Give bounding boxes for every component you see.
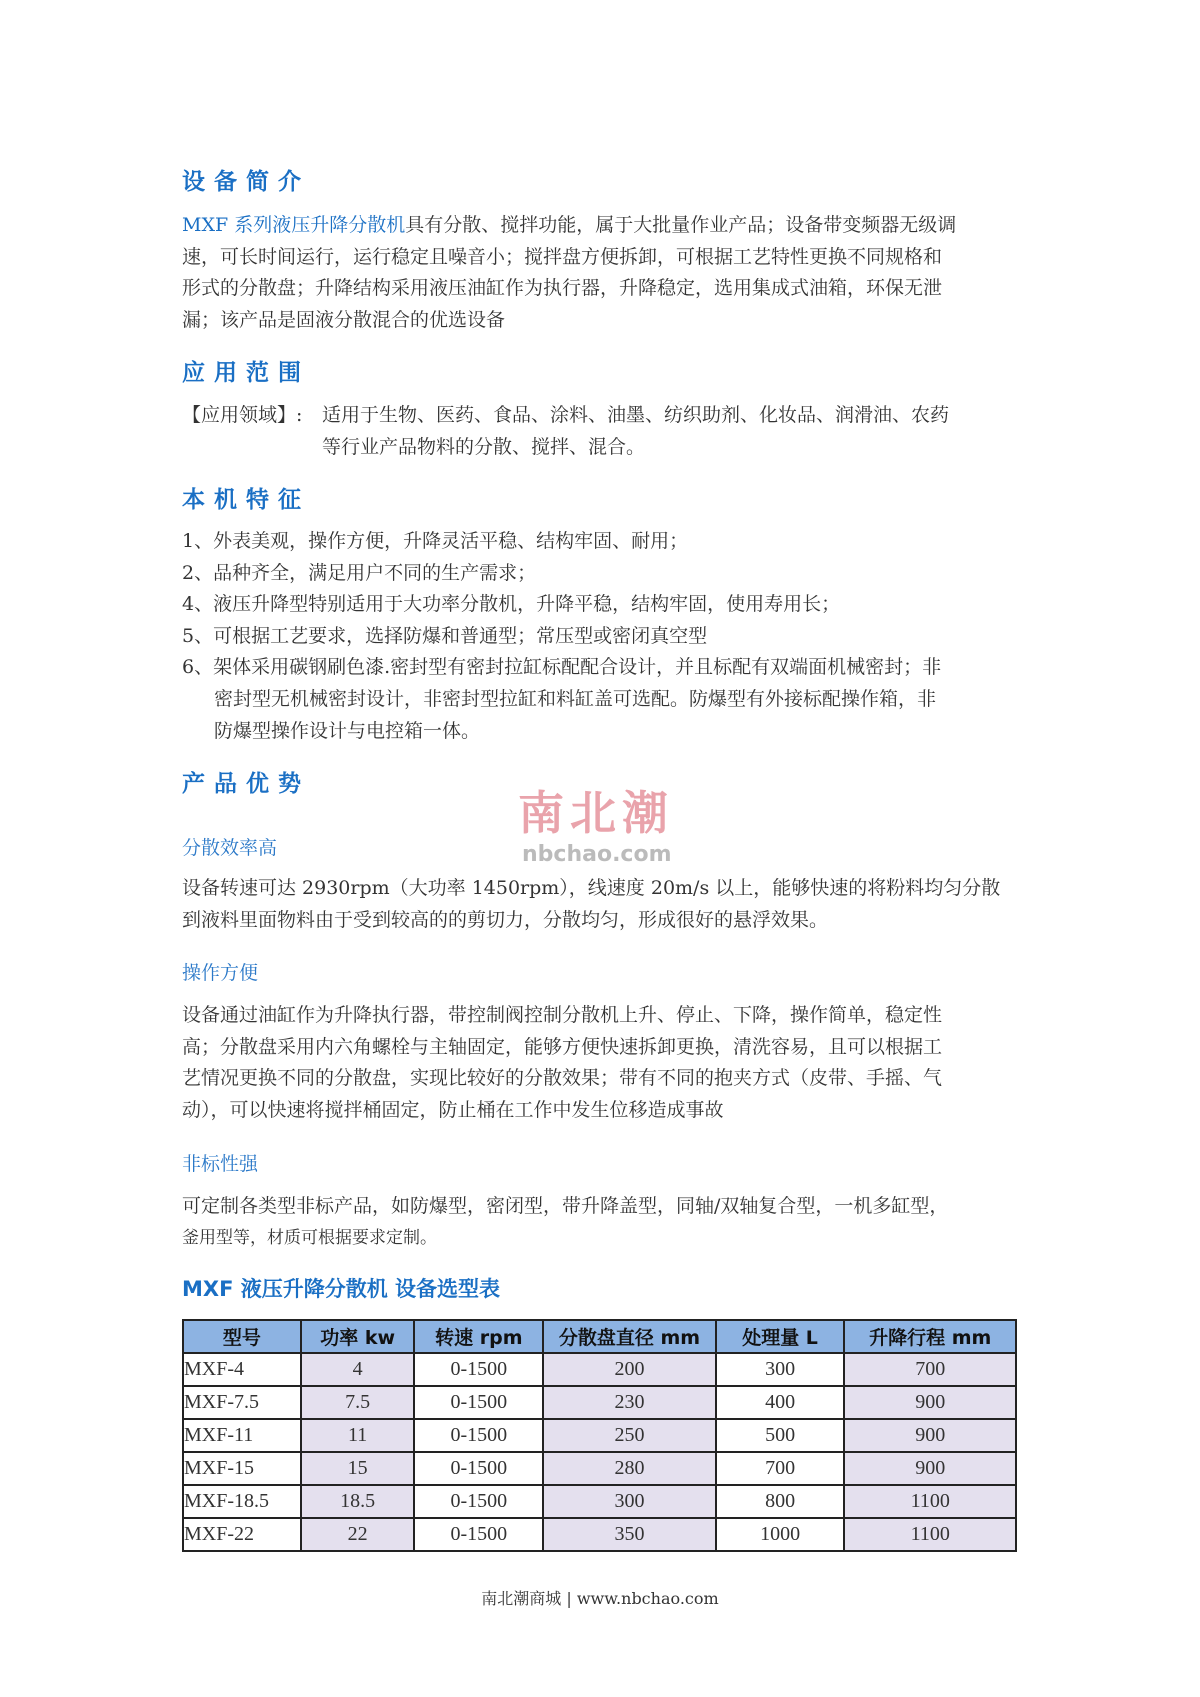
text-line: 设备通过油缸作为升降执行器，带控制阀控制分散机上升、停止、下降，操作简单，稳定性: [182, 1004, 943, 1026]
list-item: 5、可根据工艺要求，选择防爆和普通型；常压型或密闭真空型: [182, 624, 708, 647]
table-cell: 230: [543, 1386, 716, 1419]
table-row: [183, 1485, 1016, 1518]
advantage-paragraph: [182, 1191, 1025, 1254]
text-line: 到液料里面物料由于受到较高的的剪切力，分散均匀，形成很好的悬浮效果。: [182, 908, 829, 931]
text-line: 釜用型等，材质可根据要求定制。: [182, 1227, 437, 1248]
table-cell: MXF-7.5: [183, 1386, 301, 1419]
table-cell: MXF-11: [183, 1419, 301, 1452]
table-cell: 300: [543, 1485, 716, 1518]
list-item: 1、外表美观，操作方便，升降灵活平稳、结构牢固、耐用；: [182, 530, 689, 552]
table-cell: 200: [543, 1353, 716, 1386]
table-cell: 18.5: [301, 1485, 415, 1518]
text-line: 适用于生物、医药、食品、涂料、油墨、纺织助剂、化妆品、润滑油、农药: [322, 404, 950, 426]
text-line: 等行业产品物料的分散、搅拌、混合。: [322, 435, 646, 458]
table-cell: 0-1500: [414, 1518, 543, 1551]
table-row: [183, 1419, 1016, 1452]
section-title-intro: 设备简介: [182, 169, 310, 195]
table-cell: 700: [716, 1452, 845, 1485]
table-cell: 400: [716, 1386, 845, 1419]
column-header: 处理量 L: [716, 1320, 845, 1353]
list-item-continued: 密封型无机械密封设计，非密封型拉缸和料缸盖可选配。防爆型有外接标配操作箱，非: [214, 687, 937, 710]
text-line: 具有分散、搅拌功能，属于大批量作业产品；设备带变频器无级调: [405, 214, 957, 236]
table-cell: MXF-18.5: [183, 1485, 301, 1518]
column-header: 转速 rpm: [414, 1320, 543, 1353]
table-row: [183, 1386, 1016, 1419]
table-cell: 0-1500: [414, 1485, 543, 1518]
table-cell: 1100: [844, 1518, 1016, 1551]
application-label: 【应用领域】:: [182, 404, 303, 426]
watermark-logo: 南北潮: [518, 786, 674, 840]
text-line: 速，可长时间运行，运行稳定且噪音小；搅拌盘方便拆卸，可根据工艺特性更换不同规格和: [182, 245, 943, 268]
text-line: 高；分散盘采用内六角螺栓与主轴固定，能够方便快速拆卸更换，清洗容易，且可以根据工: [182, 1035, 943, 1058]
section-title-advantages: 产品优势: [182, 771, 310, 797]
features-list: [182, 526, 1025, 747]
table-cell: 11: [301, 1419, 415, 1452]
footer: 南北潮商城 | www.nbchao.com: [481, 1589, 719, 1608]
table-cell: 700: [844, 1353, 1016, 1386]
table-cell: 0-1500: [414, 1452, 543, 1485]
table-cell: 500: [716, 1419, 845, 1452]
text-line: 动），可以快速将搅拌桶固定，防止桶在工作中发生位移造成事故: [182, 1098, 724, 1121]
table-row: [183, 1518, 1016, 1551]
table-cell: 300: [716, 1353, 845, 1386]
list-item: 2、品种齐全，满足用户不同的生产需求；: [182, 561, 537, 584]
table-row: [183, 1452, 1016, 1485]
table-cell: 7.5: [301, 1386, 415, 1419]
advantage-paragraph: [182, 873, 1025, 936]
product-name: MXF 系列液压升降分散机: [182, 214, 406, 236]
table-cell: 1100: [844, 1485, 1016, 1518]
list-item: 4、液压升降型特别适用于大功率分散机，升降平稳，结构牢固，使用寿用长；: [182, 593, 841, 616]
table-cell: 0-1500: [414, 1386, 543, 1419]
section-title-application: 应用范围: [182, 360, 310, 386]
section-title-features: 本机特征: [182, 487, 310, 513]
list-item: 6、架体采用碳钢刷色漆.密封型有密封拉缸标配配合设计，并且标配有双端面机械密封；非: [182, 656, 942, 679]
text-line: 可定制各类型非标产品，如防爆型，密闭型，带升降盖型，同轴/双轴复合型，一机多缸型，: [182, 1195, 949, 1217]
table-cell: 15: [301, 1452, 415, 1485]
advantage-subtitle: 分散效率高: [182, 837, 278, 859]
table-header-row: [183, 1320, 1016, 1353]
table-cell: 22: [301, 1518, 415, 1551]
table-row: [183, 1353, 1016, 1386]
application-paragraph: [182, 400, 949, 463]
table-cell: MXF-4: [183, 1353, 301, 1386]
table-cell: 1000: [716, 1518, 845, 1551]
column-header: 分散盘直径 mm: [543, 1320, 716, 1353]
table-cell: MXF-22: [183, 1518, 301, 1551]
watermark-domain: nbchao.com: [522, 842, 672, 867]
text-line: 形式的分散盘；升降结构采用液压油缸作为执行器，升降稳定，选用集成式油箱，环保无泄: [182, 277, 943, 300]
column-header: 功率 kw: [301, 1320, 415, 1353]
table-cell: 900: [844, 1386, 1016, 1419]
table-cell: 0-1500: [414, 1353, 543, 1386]
table-cell: 250: [543, 1419, 716, 1452]
intro-paragraph: [182, 210, 1025, 336]
table-title: MXF 液压升降分散机 设备选型表: [182, 1277, 501, 1301]
advantage-subtitle: 操作方便: [182, 962, 259, 984]
model-selection-table: [182, 1319, 1017, 1552]
table-cell: 0-1500: [414, 1419, 543, 1452]
text-line: 设备转速可达 2930rpm（大功率 1450rpm），线速度 20m/s 以上，能够快速的将粉料均匀分散: [182, 877, 1001, 899]
column-header: 升降行程 mm: [844, 1320, 1016, 1353]
table-cell: 900: [844, 1419, 1016, 1452]
table-cell: 350: [543, 1518, 716, 1551]
table-cell: 280: [543, 1452, 716, 1485]
table-cell: 900: [844, 1452, 1016, 1485]
advantage-subtitle: 非标性强: [182, 1153, 259, 1175]
column-header: 型号: [183, 1320, 301, 1353]
table-cell: MXF-15: [183, 1452, 301, 1485]
advantage-paragraph: [182, 1000, 1025, 1126]
table-cell: 4: [301, 1353, 415, 1386]
text-line: 艺情况更换不同的分散盘，实现比较好的分散效果；带有不同的抱夹方式（皮带、手摇、气: [182, 1067, 943, 1090]
list-item-continued: 防爆型操作设计与电控箱一体。: [214, 719, 481, 742]
table-cell: 800: [716, 1485, 845, 1518]
text-line: 漏；该产品是固液分散混合的优选设备: [182, 308, 506, 331]
